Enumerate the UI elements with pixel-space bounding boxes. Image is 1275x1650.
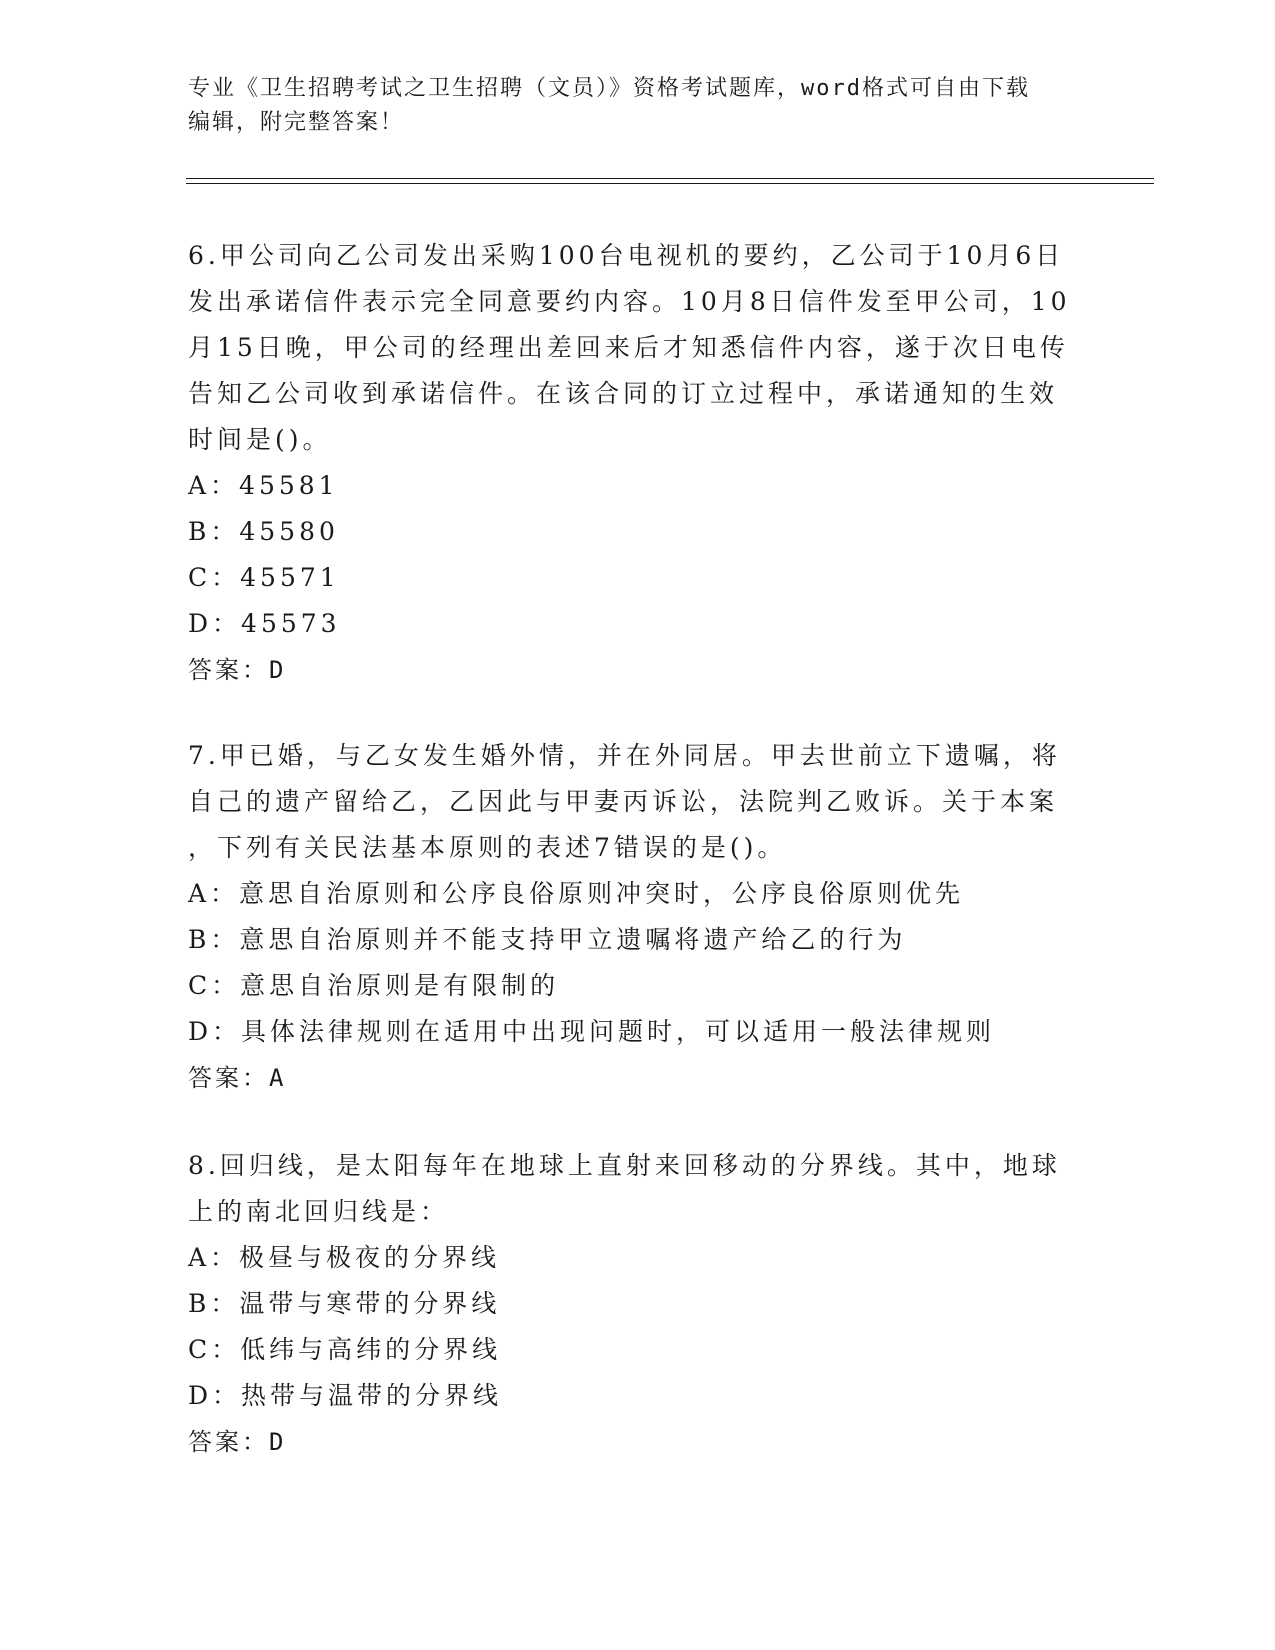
stem-line: 6.甲公司向乙公司发出采购100台电视机的要约，乙公司于10月6日 (188, 241, 1065, 270)
answer: 答案：D (188, 1428, 287, 1456)
stem-line: 7.甲已婚，与乙女发生婚外情，并在外同居。甲去世前立下遗嘱，将 (188, 741, 1061, 770)
header-line-2: 编辑，附完整答案！ (188, 110, 405, 135)
stem-line: 发出承诺信件表示完全同意要约内容。10月8日信件发至甲公司，10 (188, 287, 1071, 316)
stem-line: ，下列有关民法基本原则的表述7错误的是()。 (188, 833, 787, 862)
stem-line: 上的南北回归线是： (188, 1197, 450, 1226)
question-stem (188, 733, 1078, 871)
header-divider-top (186, 178, 1154, 179)
answer: 答案：A (188, 1064, 287, 1092)
stem-line: 告知乙公司收到承诺信件。在该合同的订立过程中，承诺通知的生效 (188, 379, 1059, 408)
option-c: C：45571 (188, 563, 340, 592)
option-d: D：具体法律规则在适用中出现问题时，可以适用一般法律规则 (188, 1017, 996, 1046)
option-c: C：低纬与高纬的分界线 (188, 1335, 502, 1364)
option-b: B：意思自治原则并不能支持甲立遗嘱将遗产给乙的行为 (188, 925, 907, 954)
answer: 答案：D (188, 656, 287, 684)
question-stem (188, 233, 1078, 463)
stem-line: 月15日晚，甲公司的经理出差回来后才知悉信件内容，遂于次日电传 (188, 333, 1069, 362)
option-b: B：45580 (188, 517, 339, 546)
option-a: A：极昼与极夜的分界线 (188, 1243, 501, 1272)
option-d: D：45573 (188, 609, 341, 638)
header-line-1: 专业《卫生招聘考试之卫生招聘（文员）》资格考试题库，word格式可自由下载 (188, 76, 1030, 101)
question-7 (188, 733, 1078, 1101)
option-a: A：45581 (188, 471, 339, 500)
option-a: A：意思自治原则和公序良俗原则冲突时，公序良俗原则优先 (188, 879, 965, 908)
option-c: C：意思自治原则是有限制的 (188, 971, 560, 1000)
question-stem (188, 1143, 1078, 1235)
question-8 (188, 1143, 1078, 1465)
question-6 (188, 233, 1078, 693)
stem-line: 自己的遗产留给乙，乙因此与甲妻丙诉讼，法院判乙败诉。关于本案 (188, 787, 1059, 816)
document-header (188, 72, 1078, 140)
option-d: D：热带与温带的分界线 (188, 1381, 503, 1410)
stem-line: 时间是()。 (188, 425, 332, 454)
header-divider-bottom (186, 183, 1154, 184)
stem-line: 8.回归线，是太阳每年在地球上直射来回移动的分界线。其中，地球 (188, 1151, 1061, 1180)
option-b: B：温带与寒带的分界线 (188, 1289, 501, 1318)
